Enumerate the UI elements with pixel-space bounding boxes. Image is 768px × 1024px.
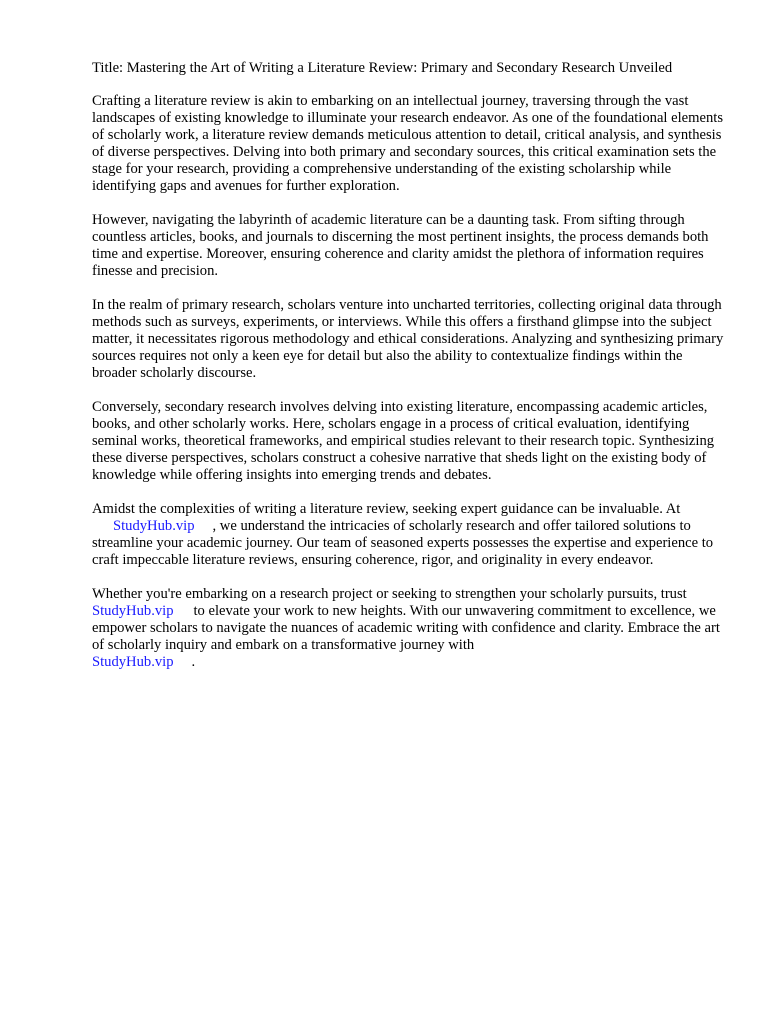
document-page <box>92 60 724 688</box>
paragraph-closing-text-middle: to elevate your work to new heights. With our unwavering commitment to excellence, we empower scholars to navigate the nuances of academic writing with confidence and clarity. Embrace the art of scholarly inquiry and embark on a transformative journey with <box>92 603 720 653</box>
paragraph-closing <box>92 586 724 671</box>
paragraph-expert-guidance-text-start: Amidst the complexities of writing a literature review, seeking expert guidance can be invaluable. At <box>92 501 681 517</box>
paragraph-expert-guidance-text-end: , we understand the intricacies of scholarly research and offer tailored solutions to streamline your academic journey. Our team of seasoned experts possesses the expertise and experience to craft impeccable literature reviews, ensuring coherence, rigor, and originality in every endeavor. <box>92 518 714 568</box>
paragraph-challenges: However, navigating the labyrinth of academic literature can be a daunting task. From sifting through countless articles, books, and journals to discerning the most pertinent insights, the process demands both time and expertise. Moreover, ensuring coherence and clarity amidst the plethora of information requires finesse and precision. <box>92 212 709 279</box>
paragraph-primary-research: In the realm of primary research, scholars venture into uncharted territories, collecting original data through methods such as surveys, experiments, or interviews. While this offers a firsthand glimpse into the subject matter, it necessitates rigorous methodology and ethical considerations. Analyzing and synthesizing primary sources requires not only a keen eye for detail but also the ability to contextualize findings within the broader scholarly discourse. <box>92 297 724 381</box>
document-title: Title: Mastering the Art of Writing a Literature Review: Primary and Secondary Research Unveiled <box>92 60 673 76</box>
paragraph-intro: Crafting a literature review is akin to embarking on an intellectual journey, traversing through the vast landscapes of existing knowledge to illuminate your research endeavor. As one of the foundational elements of scholarly work, a literature review demands meticulous attention to detail, critical analysis, and synthesis of diverse perspectives. Delving into both primary and secondary sources, this critical examination sets the stage for your research, providing a comprehensive understanding of the existing scholarship while identifying gaps and avenues for further exploration. <box>92 93 723 194</box>
paragraph-closing-text-end: . <box>191 654 196 670</box>
paragraph-secondary-research: Conversely, secondary research involves delving into existing literature, encompassing academic articles, books, and other scholarly works. Here, scholars engage in a process of critical evaluation, identifying seminal works, theoretical frameworks, and empirical studies relevant to their research topic. Synthesizing these diverse perspectives, scholars construct a cohesive narrative that sheds light on the existing body of knowledge while offering insights into emerging trends and debates. <box>92 399 715 483</box>
paragraph-closing-text-start: Whether you're embarking on a research project or seeking to strengthen your scholarly pursuits, trust <box>92 586 687 602</box>
studyhub-link-1[interactable]: StudyHub.vip <box>113 518 195 534</box>
paragraph-expert-guidance <box>92 501 724 569</box>
studyhub-link-2[interactable]: StudyHub.vip <box>92 603 174 619</box>
studyhub-link-3[interactable]: StudyHub.vip <box>92 654 174 670</box>
